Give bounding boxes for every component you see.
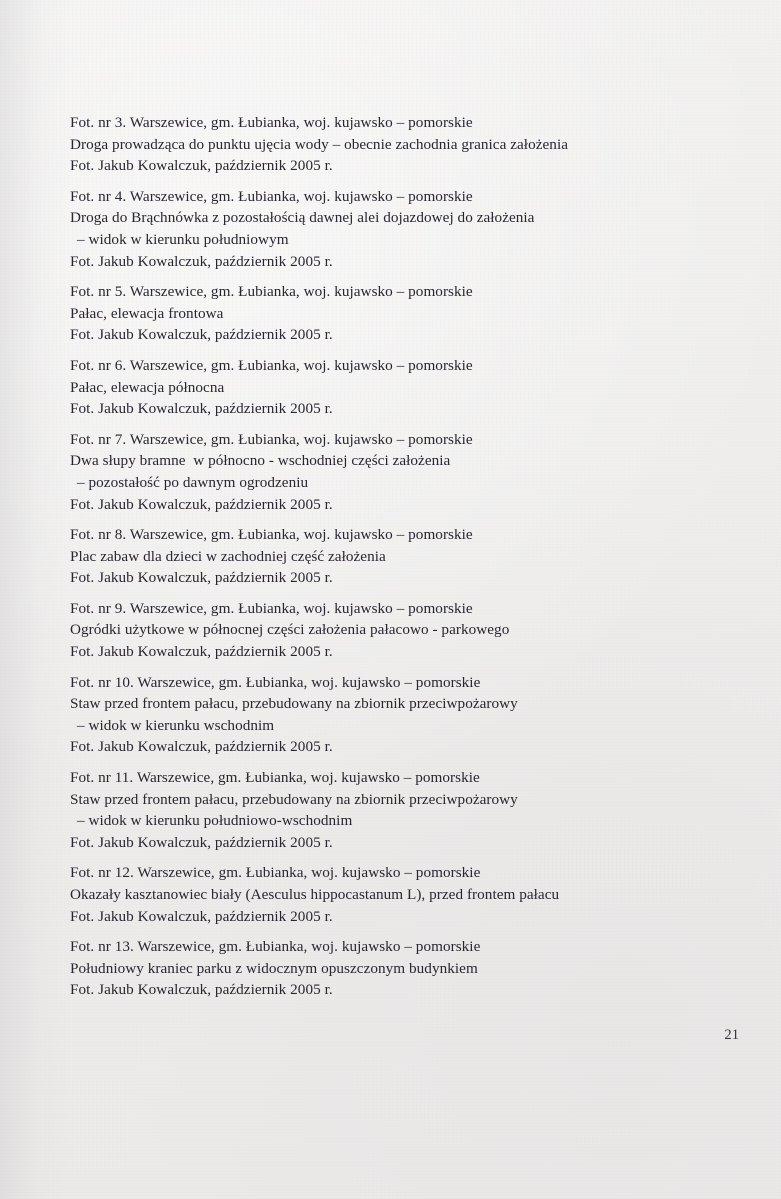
caption-block	[70, 355, 670, 420]
page-gutter-shading	[0, 0, 70, 1199]
caption-block	[70, 112, 670, 177]
caption-header-line: Fot. nr 4. Warszewice, gm. Łubianka, woj. kujawsko – pomorskie	[70, 187, 473, 205]
caption-credit-line: Fot. Jakub Kowalczuk, październik 2005 r.	[70, 738, 333, 756]
caption-description-line: Dwa słupy bramne w północno - wschodniej części założenia	[70, 452, 451, 470]
caption-credit-line: Fot. Jakub Kowalczuk, październik 2005 r.	[70, 495, 333, 513]
caption-credit-line: Fot. Jakub Kowalczuk, październik 2005 r.	[70, 252, 333, 270]
caption-description-line: Droga prowadząca do punktu ujęcia wody – obecnie zachodnia granica założenia	[70, 135, 569, 153]
caption-block	[70, 524, 670, 589]
caption-header-line: Fot. nr 13. Warszewice, gm. Łubianka, woj. kujawsko – pomorskie	[70, 938, 481, 956]
caption-credit-line: Fot. Jakub Kowalczuk, październik 2005 r.	[70, 569, 333, 587]
caption-description-line: Droga do Brąchnówka z pozostałością dawnej alei dojazdowej do założenia	[70, 209, 535, 227]
caption-block	[70, 598, 670, 663]
caption-credit-line: Fot. Jakub Kowalczuk, październik 2005 r.	[70, 326, 333, 344]
caption-description-line: Pałac, elewacja frontowa	[70, 304, 224, 322]
caption-detail-line: – widok w kierunku wschodnim	[77, 716, 275, 734]
page-number-area	[181, 1026, 781, 1044]
caption-header-line: Fot. nr 12. Warszewice, gm. Łubianka, woj. kujawsko – pomorskie	[70, 864, 481, 882]
caption-credit-line: Fot. Jakub Kowalczuk, październik 2005 r.	[70, 400, 333, 418]
caption-block	[70, 672, 670, 758]
caption-header-line: Fot. nr 9. Warszewice, gm. Łubianka, woj. kujawsko – pomorskie	[70, 599, 473, 617]
caption-block	[70, 767, 670, 853]
caption-header-line: Fot. nr 11. Warszewice, gm. Łubianka, woj. kujawsko – pomorskie	[70, 769, 480, 787]
caption-header-line: Fot. nr 6. Warszewice, gm. Łubianka, woj. kujawsko – pomorskie	[70, 356, 473, 374]
caption-description-line: Okazały kasztanowiec biały (Aesculus hippocastanum L), przed frontem pałacu	[70, 886, 560, 903]
caption-header-line: Fot. nr 7. Warszewice, gm. Łubianka, woj. kujawsko – pomorskie	[70, 430, 473, 448]
caption-credit-line: Fot. Jakub Kowalczuk, październik 2005 r.	[70, 833, 333, 851]
folio-number: 21	[724, 1027, 739, 1043]
caption-credit-line: Fot. Jakub Kowalczuk, październik 2005 r.	[70, 643, 333, 661]
caption-header-line: Fot. nr 8. Warszewice, gm. Łubianka, woj. kujawsko – pomorskie	[70, 526, 473, 544]
caption-credit-line: Fot. Jakub Kowalczuk, październik 2005 r.	[70, 981, 333, 999]
caption-block	[70, 281, 670, 346]
caption-block	[70, 186, 670, 272]
caption-description-line: Południowy kraniec parku z widocznym opuszczonym budynkiem	[70, 959, 478, 977]
caption-block	[70, 862, 670, 927]
caption-block	[70, 936, 670, 1001]
caption-description-line: Staw przed frontem pałacu, przebudowany na zbiornik przeciwpożarowy	[70, 790, 518, 808]
caption-detail-line: – widok w kierunku południowym	[77, 230, 289, 248]
caption-credit-line: Fot. Jakub Kowalczuk, październik 2005 r.	[70, 157, 333, 175]
caption-detail-line: – widok w kierunku południowo-wschodnim	[77, 812, 353, 830]
caption-detail-line: – pozostałość po dawnym ogrodzeniu	[77, 473, 309, 491]
caption-header-line: Fot. nr 5. Warszewice, gm. Łubianka, woj. kujawsko – pomorskie	[70, 283, 473, 301]
caption-header-line: Fot. nr 3. Warszewice, gm. Łubianka, woj. kujawsko – pomorskie	[70, 114, 473, 131]
caption-credit-line: Fot. Jakub Kowalczuk, październik 2005 r.	[70, 907, 333, 925]
caption-description-line: Pałac, elewacja północna	[70, 378, 225, 396]
caption-description-line: Staw przed frontem pałacu, przebudowany na zbiornik przeciwpożarowy	[70, 695, 518, 713]
caption-description-line: Ogródki użytkowe w północnej części założenia pałacowo - parkowego	[70, 621, 510, 639]
caption-description-line: Plac zabaw dla dzieci w zachodniej część założenia	[70, 547, 386, 565]
caption-list	[70, 112, 670, 1001]
caption-header-line: Fot. nr 10. Warszewice, gm. Łubianka, woj. kujawsko – pomorskie	[70, 673, 481, 691]
caption-block	[70, 429, 670, 515]
